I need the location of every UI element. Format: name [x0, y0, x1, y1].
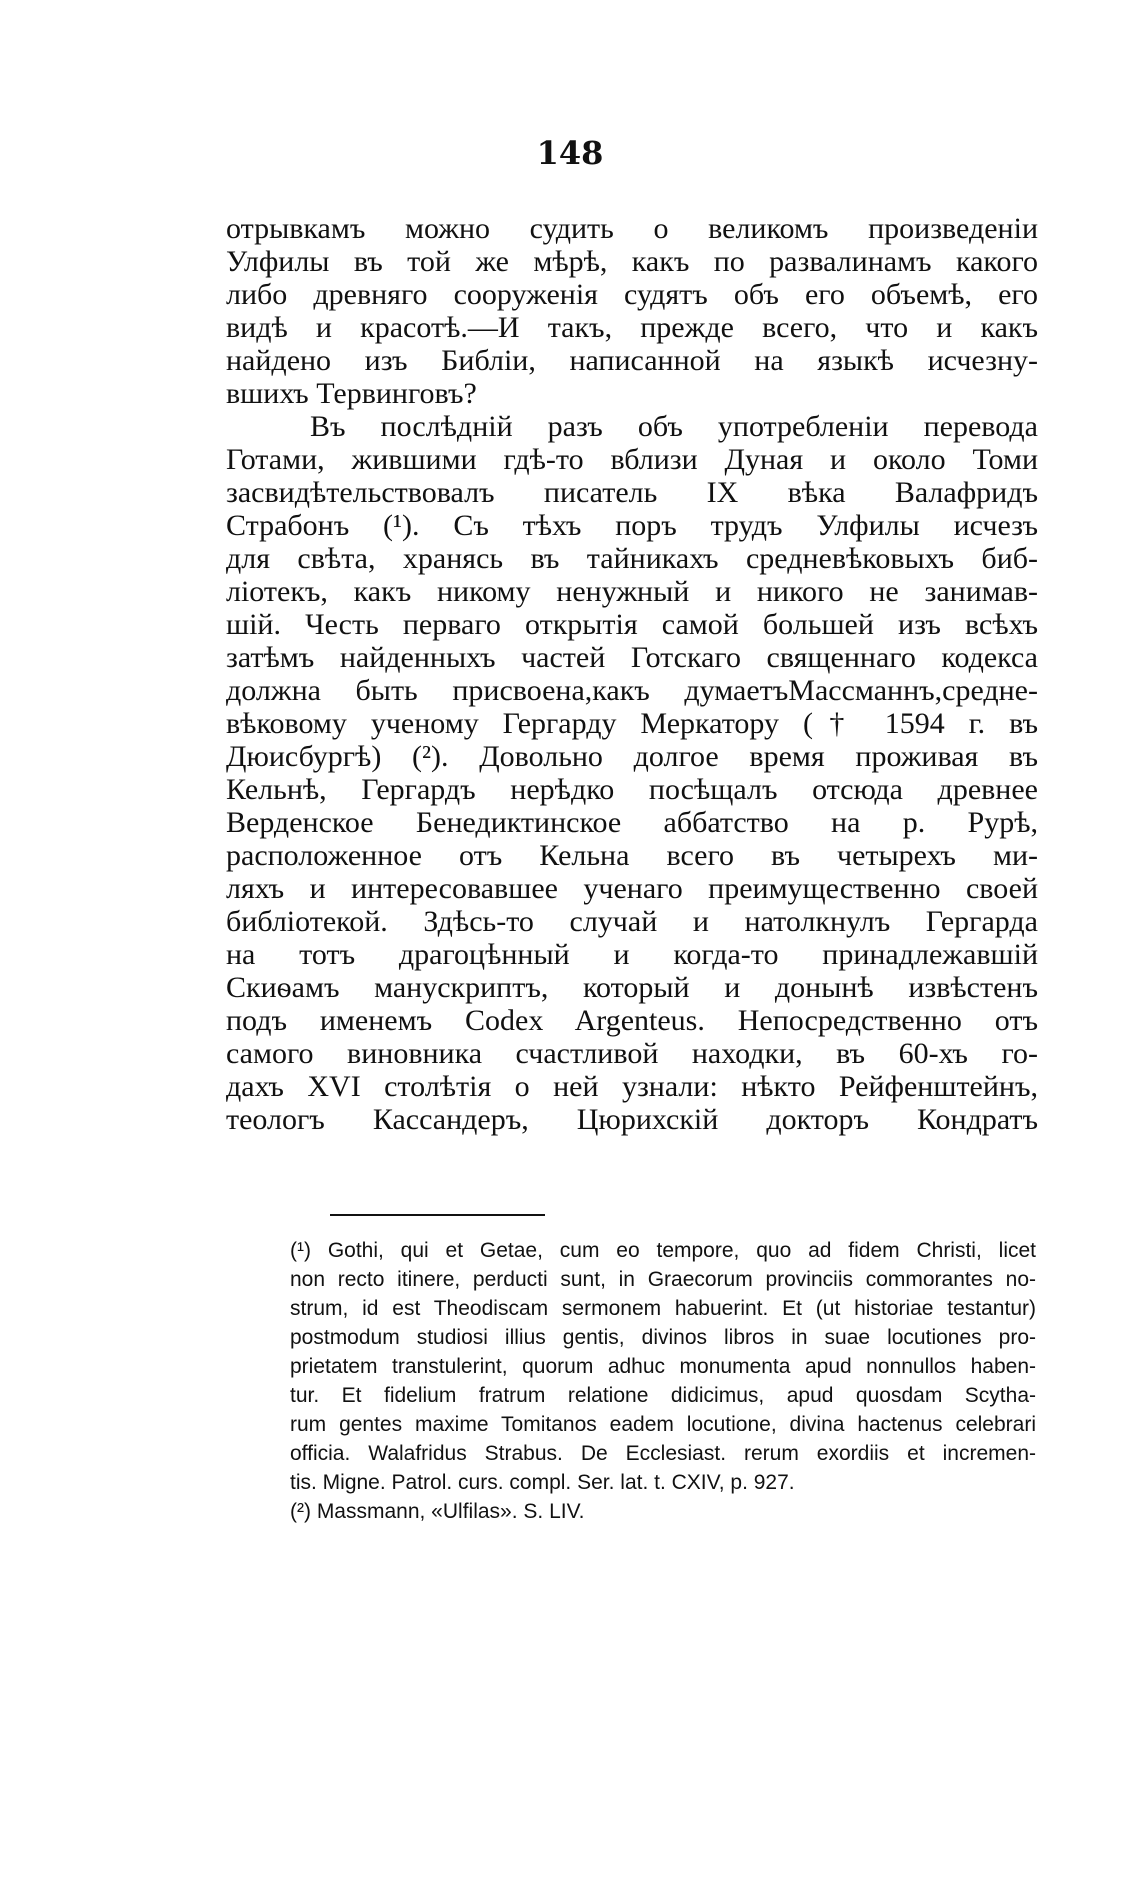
footnote-line: tur. Et fidelium fratrum relatione didicimus, apud quosdam Scytha-: [290, 1384, 1036, 1407]
text-line: подъ именемъ Codex Argenteus. Непосредственно отъ: [226, 1004, 1038, 1037]
text-line: найдено изъ Библіи, написанной на языкѣ исчезну-: [226, 344, 1038, 377]
text-line: ляхъ и интересовавшее ученаго преимущественно своей: [226, 872, 1038, 905]
text-line: библіотекой. Здѣсь-то случай и натолкнулъ Гергарда: [226, 905, 1038, 938]
text-line: теологъ Кассандеръ, Цюрихскій докторъ Кондратъ: [226, 1103, 1038, 1136]
text-line: затѣмъ найденныхъ частей Готскаго священнаго кодекса: [226, 641, 1038, 674]
text-line: дахъ XVI столѣтія о ней узнали: нѣкто Рейфенштейнъ,: [226, 1070, 1038, 1103]
footnote-line: strum, id est Theodiscam sermonem habuerint. Et (ut historiae testantur): [290, 1297, 1036, 1320]
footnote-line: prietatem transtulerint, quorum adhuc monumenta apud nonnullos haben-: [290, 1355, 1036, 1378]
text-line: Верденское Бенедиктинское аббатство на р. Рурѣ,: [226, 806, 1038, 839]
text-line: Скиѳамъ манускриптъ, который и донынѣ извѣстенъ: [226, 971, 1038, 1004]
body-text: [226, 212, 1038, 1136]
text-line: видѣ и красотѣ.—И такъ, прежде всего, что и какъ: [226, 311, 1038, 344]
footnote-line: rum gentes maxime Tomitanos eadem locutione, divina hactenus celebrari: [290, 1413, 1036, 1436]
text-line: Улфилы въ той же мѣрѣ, какъ по развалинамъ какого: [226, 245, 1038, 278]
text-line: отрывкамъ можно судить о великомъ произведеніи: [226, 212, 1038, 245]
text-line: ліотекъ, какъ никому ненужный и никого не занимав-: [226, 575, 1038, 608]
text-line: самого виновника счастливой находки, въ 60-хъ го-: [226, 1037, 1038, 1070]
footnote-line: tis. Migne. Patrol. curs. compl. Ser. lat. t. CXIV, p. 927.: [290, 1471, 795, 1494]
page-number: 148: [536, 134, 604, 172]
text-line: расположенное отъ Кельна всего въ четырехъ ми-: [226, 839, 1038, 872]
text-line: на тотъ драгоцѣнный и когда-то принадлежавшій: [226, 938, 1038, 971]
footnote-divider: [330, 1214, 545, 1216]
text-line: шій. Честь перваго открытія самой большей изъ всѣхъ: [226, 608, 1038, 641]
footnote-line: officia. Walafridus Strabus. De Ecclesiast. rerum exordiis et incremen-: [290, 1442, 1036, 1465]
footnote-line: (¹) Gothi, qui et Getae, cum eo tempore, quo ad fidem Christi, licet: [290, 1239, 1036, 1262]
text-line: вшихъ Тервинговъ?: [226, 377, 477, 410]
footnote-line: postmodum studiosi illius gentis, divinos libros in suae locutiones pro-: [290, 1326, 1036, 1349]
text-line: засвидѣтельствовалъ писатель IX вѣка Валафридъ: [226, 476, 1038, 509]
text-line: Въ послѣдній разъ объ употребленіи перевода: [310, 410, 1038, 443]
text-line: должна быть присвоена,какъ думаетъМассманнъ,средне-: [226, 674, 1038, 707]
text-line: Кельнѣ, Гергардъ нерѣдко посѣщалъ отсюда древнее: [226, 773, 1038, 806]
text-line: вѣковому ученому Гергарду Меркатору († 1594 г. въ: [226, 707, 1038, 740]
text-line: для свѣта, хранясь въ тайникахъ средневѣковыхъ биб-: [226, 542, 1038, 575]
footnote-line: non recto itinere, perducti sunt, in Graecorum provinciis commorantes no-: [290, 1268, 1036, 1291]
text-line: Готами, жившими гдѣ-то вблизи Дуная и около Томи: [226, 443, 1038, 476]
footnotes: [290, 1236, 1036, 1526]
text-line: либо древняго сооруженія судятъ объ его объемѣ, его: [226, 278, 1038, 311]
text-line: Дюисбургѣ) (²). Довольно долгое время проживая въ: [226, 740, 1038, 773]
footnote-line: (²) Massmann, «Ulfilas». S. LIV.: [290, 1500, 585, 1523]
text-line: Страбонъ (¹). Съ тѣхъ поръ трудъ Улфилы исчезъ: [226, 509, 1038, 542]
